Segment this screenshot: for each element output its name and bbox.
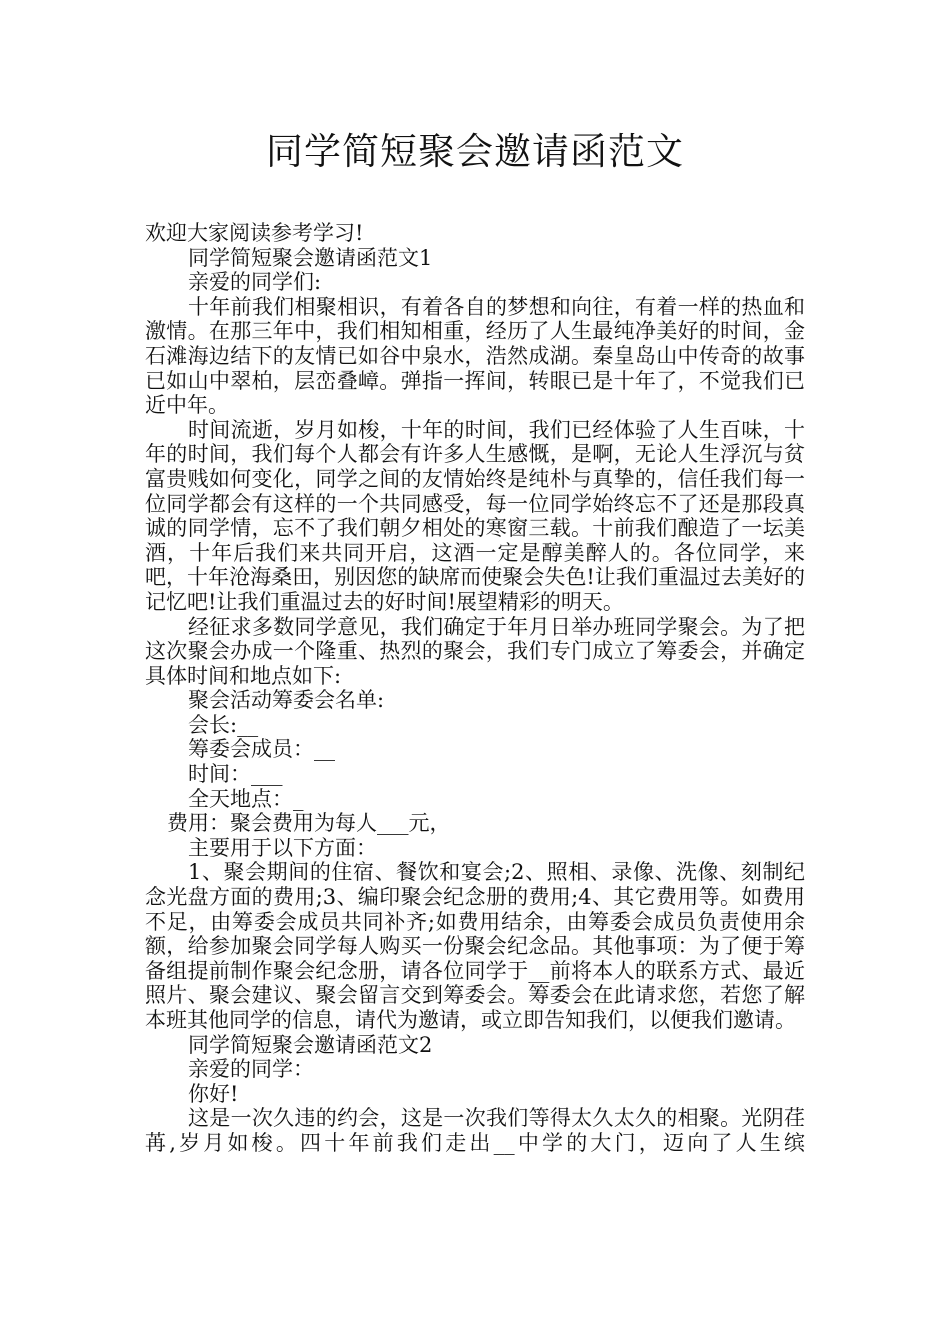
body-paragraph: 经征求多数同学意见，我们确定于年月日举办班同学聚会。为了把这次聚会办成一个隆重、热烈的聚会，我们专门成立了筹委会，并确定具体时间和地点如下: [145,614,805,688]
event-location: 全天地点：_ [188,786,304,811]
event-time: 时间：___ [188,762,283,787]
greeting: 你好! [188,1081,239,1106]
salutation-1: 亲爱的同学们: [188,270,322,295]
intro-line: 欢迎大家阅读参考学习! [145,221,364,245]
document-title: 同学简短聚会邀请函范文 [266,130,684,173]
committee-members: 筹委会成员：__ [188,737,335,762]
body-paragraph: 这是一次久违的约会，这是一次我们等得太久太久的相聚。光阴荏苒,岁月如梭。四十年前我们走出__中学的大门，迈向了人生缤 [145,1106,805,1155]
body-paragraph: 时间流逝，岁月如梭，十年的时间，我们已经体验了人生百味，十年的时间，我们每个人都会有许多人生感慨，是啊，无论人生浮沉与贫富贵贱如何变化，同学之间的友情始终是纯朴与真挚的，信任我们每一位同学都会有这样的一个共同感受，每一位同学始终忘不了还是那段真诚的同学情，忘不了我们朝夕相处的寒窗三载。十前我们酿造了一坛美酒，十年后我们来共同开启，这酒一定是醇美醉人的。各位同学，来吧，十年沧海桑田，别因您的缺席而使聚会失色!让我们重温过去美好的记忆吧!让我们重温过去的好时间!展望精彩的明天。 [145,417,805,614]
body-paragraph: 十年前我们相聚相识，有着各自的梦想和向往，有着一样的热血和激情。在那三年中，我们相知相重，经历了人生最纯净美好的时间，金石滩海边结下的友情已如谷中泉水，浩然成湖。秦皇岛山中传奇的故事已如山中翠柏，层峦叠嶂。弹指一挥间，转眼已是十年了，不觉我们已近中年。 [145,294,805,418]
section-heading-1: 同学简短聚会邀请函范文1 [188,245,433,270]
committee-list-heading: 聚会活动筹委会名单: [188,688,385,713]
section-heading-2: 同学简短聚会邀请函范文2 [188,1032,433,1057]
event-fee: 费用：聚会费用为每人___元， [167,811,451,836]
fee-usage-heading: 主要用于以下方面： [188,835,377,860]
body-paragraph: 1、聚会期间的住宿、餐饮和宴会;2、照相、录像、洗像、刻制纪念光盘方面的费用;3、编印聚会纪念册的费用;4、其它费用等。如费用不足，由筹委会成员共同补齐;如费用结余，由筹委会成员负责使用余额，给参加聚会同学每人购买一份聚会纪念品。其他事项：为了便于筹备组提前制作聚会纪念册，请各位同学于__前将本人的联系方式、最近照片、聚会建议、聚会留言交到筹委会。筹委会在此请求您，若您了解本班其他同学的信息，请代为邀请，或立即告知我们，以便我们邀请。 [145,860,805,1032]
salutation-2: 亲爱的同学： [188,1057,314,1082]
committee-president: 会长:__ [188,712,259,737]
document-body [145,221,805,1156]
